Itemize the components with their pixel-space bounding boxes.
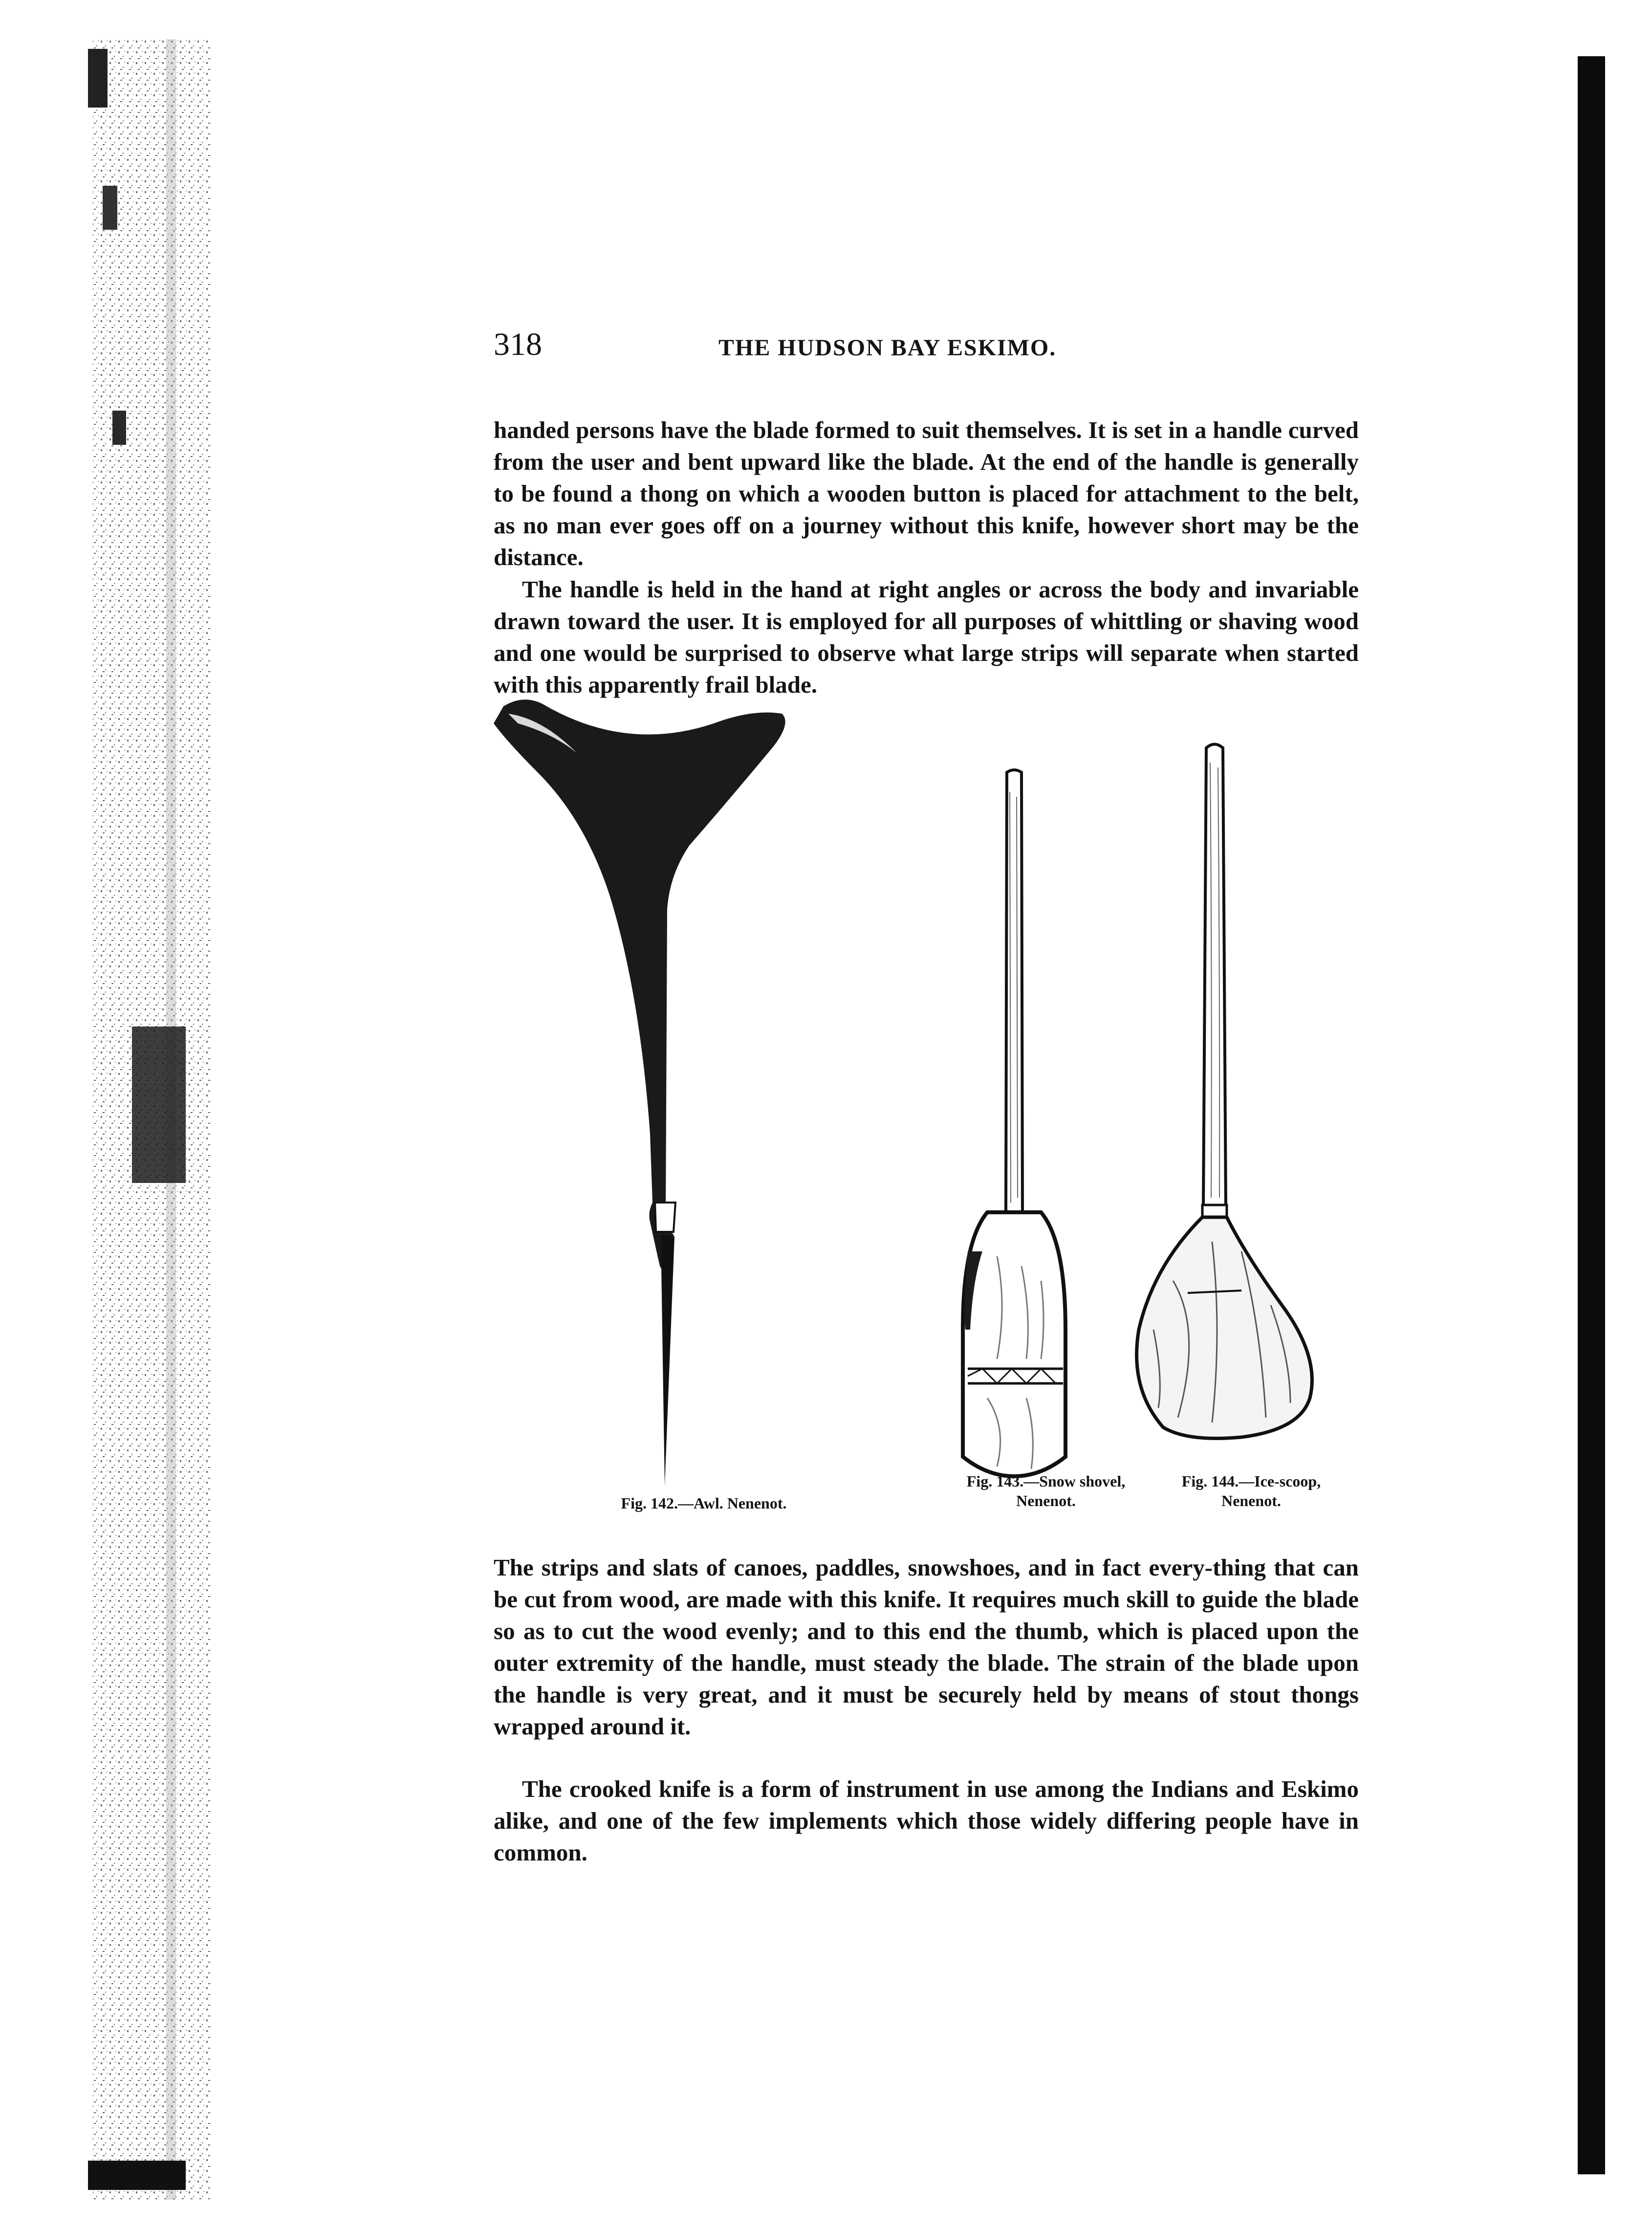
figure-144-caption bbox=[1144, 1471, 1359, 1510]
paragraph-4: The crooked knife is a form of instrument in use among the Indians and Eskimo alike, and one of the few implements which those widely differing people have in common. bbox=[494, 1775, 1359, 1866]
running-head: THE HUDSON BAY ESKIMO. bbox=[718, 335, 1057, 361]
figure-142-caption: Fig. 142.—Awl. Nenenot. bbox=[621, 1494, 787, 1512]
awl-illustration bbox=[494, 700, 785, 1486]
figure-143-caption-line-1: Fig. 143.—Snow shovel, bbox=[966, 1472, 1126, 1490]
paragraph-1: handed persons have the blade formed to suit themselves. It is set in a handle curved from the user and bent upward like the blade. At the end of the handle is generally to be found a thong on which a wooden button is placed for attachment to the belt, as no man ever goes off on a journey without this knife, however short may be the distance. bbox=[494, 416, 1359, 570]
figure-144-caption-line-1: Fig. 144.—Ice-scoop, bbox=[1181, 1472, 1321, 1490]
figure-144-caption-line-2: Nenenot. bbox=[1221, 1492, 1281, 1510]
ice-scoop-illustration bbox=[1137, 744, 1312, 1439]
figure-plate bbox=[479, 694, 1398, 1525]
figure-143-caption bbox=[929, 1471, 1163, 1510]
scan-noise-strip bbox=[73, 39, 235, 2200]
paragraph-3: The strips and slats of canoes, paddles, snowshoes, and in fact every-thing that can be cut from wood, are made with this knife. It requires much skill to guide the blade so as to cut the wood evenly; and to this end the thumb, which is placed upon the outer extremity of the handle, must steady the blade. The strain of the blade upon the handle is very great, and it must be securely held by means of stout thongs wrapped around it. bbox=[494, 1554, 1359, 1740]
page-number: 318 bbox=[494, 327, 542, 362]
paragraph-2: The handle is held in the hand at right angles or across the body and invariable drawn toward the user. It is employed for all purposes of whittling or shaving wood and one would be surprised to observe what large strips will separate when started with this apparently frail blade. bbox=[494, 576, 1359, 698]
page-border-bar bbox=[1578, 56, 1605, 2174]
snow-shovel-illustration bbox=[963, 770, 1065, 1476]
figure-143-caption-line-2: Nenenot. bbox=[1016, 1492, 1076, 1510]
